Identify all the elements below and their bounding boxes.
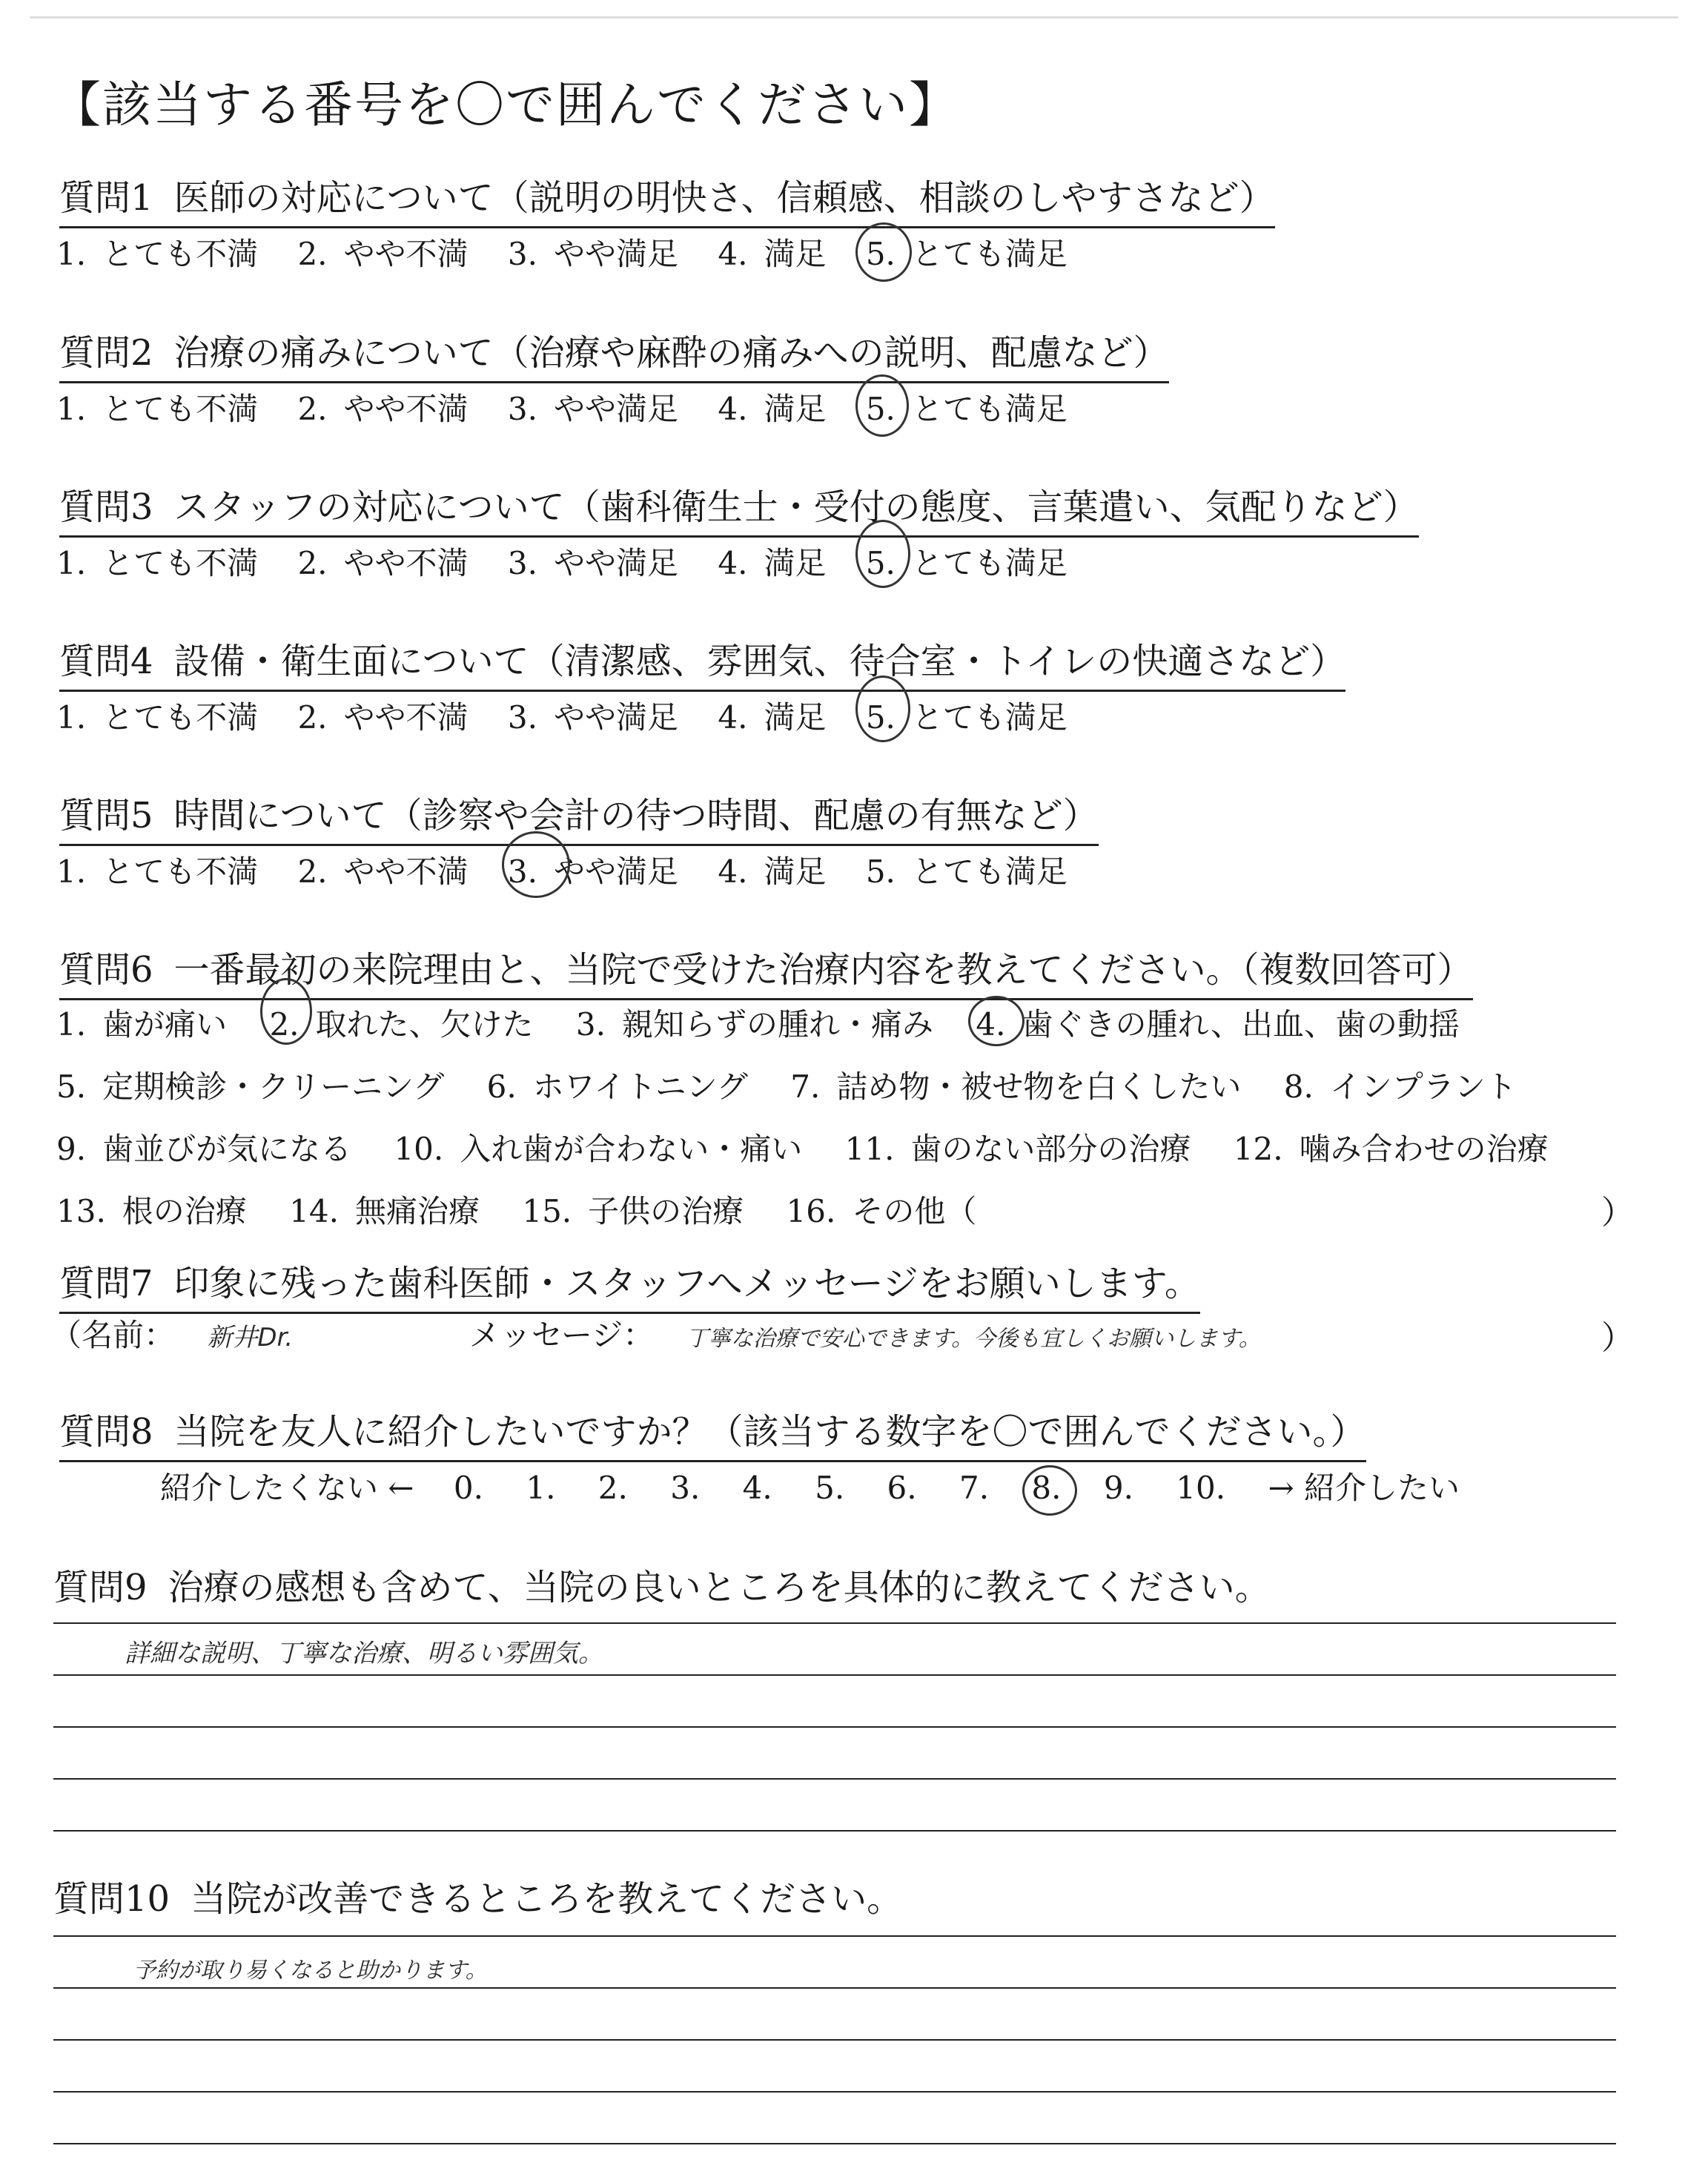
option-number: 13.: [56, 1193, 106, 1229]
scale-10[interactable]: 10.: [1176, 1470, 1226, 1506]
option-label: 歯が痛い: [102, 1006, 228, 1043]
option-label: 噛み合わせの治療: [1299, 1131, 1549, 1167]
option-1[interactable]: [56, 385, 258, 429]
reason-option-10[interactable]: [394, 1125, 802, 1169]
question-title: [59, 787, 1099, 846]
option-number: 6.: [486, 1069, 517, 1105]
option-label: やや満足: [553, 853, 678, 890]
option-1[interactable]: [56, 539, 258, 584]
question-label: 質問2: [59, 332, 153, 374]
option-number: 2.: [297, 236, 328, 272]
option-3[interactable]: [508, 230, 678, 274]
option-number: 2.: [297, 545, 328, 581]
reason-row: [56, 1000, 1492, 1045]
rating-options: [56, 693, 1097, 738]
name-label: （名前：: [50, 1317, 176, 1353]
option-label: やや不満: [343, 699, 469, 736]
option-label: インプラント: [1329, 1069, 1517, 1105]
question-text: 当院が改善できるところを教えてください。: [191, 1878, 903, 1920]
reason-option-12[interactable]: [1234, 1125, 1549, 1169]
option-3[interactable]: [508, 539, 678, 584]
option-number: 3.: [507, 853, 537, 890]
question-text: 設備・衛生面について（清潔感、雰囲気、待合室・トイレの快適さなど）: [173, 641, 1346, 682]
option-5[interactable]: [866, 230, 1068, 274]
option-label: とても満足: [911, 236, 1068, 272]
option-5[interactable]: [866, 385, 1068, 429]
option-number: 7.: [790, 1069, 821, 1105]
option-number: 1.: [56, 1006, 87, 1043]
reason-option-14[interactable]: [289, 1187, 480, 1232]
option-number: 5.: [865, 236, 896, 272]
page-title: 【該当する番号を〇で囲んでください】: [52, 76, 959, 133]
reason-option-9[interactable]: [56, 1125, 351, 1169]
question-label: 質問7: [59, 1263, 153, 1304]
option-label: ホワイトニング: [532, 1069, 748, 1105]
answer-line: [53, 1987, 1616, 1989]
answer-line: [53, 1830, 1616, 1832]
option-label: とても満足: [911, 545, 1068, 581]
improvement-answer[interactable]: 予約が取り易くなると助かります。: [133, 1958, 488, 1984]
option-label: やや満足: [553, 391, 678, 427]
option-number: 4.: [718, 853, 748, 890]
message-label: メッセージ：: [469, 1317, 655, 1353]
top-border: [30, 16, 1678, 19]
question-title: [59, 941, 1473, 1000]
message-close-paren: ）: [1601, 1319, 1634, 1357]
option-label: 歯ぐきの腫れ、出血、歯の動揺: [1022, 1006, 1460, 1043]
name-field[interactable]: 新井Dr.: [207, 1323, 294, 1353]
referral-scale: [160, 1464, 1460, 1508]
option-label: やや不満: [343, 236, 469, 272]
scale-left-label: 紹介したくない ←: [160, 1470, 414, 1506]
option-label: やや満足: [553, 699, 678, 736]
option-4[interactable]: [718, 230, 826, 274]
answer-line: [53, 1778, 1616, 1780]
option-number: 11.: [844, 1131, 895, 1167]
question-label: 質問5: [59, 795, 153, 836]
rating-options: [56, 848, 1097, 892]
question-title: [53, 1870, 902, 1927]
option-number: 5.: [865, 391, 896, 427]
option-label: とても不満: [102, 236, 259, 272]
option-number: 5.: [865, 545, 896, 581]
question-label: 質問1: [59, 177, 153, 219]
option-number: 3.: [507, 391, 537, 427]
reason-option-7[interactable]: [790, 1063, 1241, 1107]
option-3[interactable]: [508, 385, 678, 429]
option-2[interactable]: [297, 848, 468, 892]
question-text: スタッフの対応について（歯科衛生士・受付の態度、言葉遣い、気配りなど）: [173, 486, 1419, 528]
answer-line: [53, 2039, 1616, 2041]
option-label: その他（: [852, 1193, 977, 1229]
question-text: 時間について（診察や会計の待つ時間、配慮の有無など）: [173, 795, 1099, 836]
reason-option-1[interactable]: [56, 1000, 227, 1045]
option-number: 16.: [786, 1193, 836, 1229]
question-text: 当院を友人に紹介したいですか？（該当する数字を〇で囲んでください。）: [173, 1411, 1366, 1453]
answer-line: [53, 1674, 1616, 1676]
option-number: 5.: [865, 699, 896, 736]
option-number: 5.: [56, 1069, 87, 1105]
scale-2[interactable]: 2.: [598, 1470, 628, 1506]
option-number: 1.: [56, 699, 87, 736]
scale-5[interactable]: 5.: [815, 1470, 845, 1506]
question-title: [59, 478, 1419, 538]
scale-9[interactable]: 9.: [1103, 1470, 1133, 1506]
option-number: 4.: [718, 545, 748, 581]
option-label: とても不満: [102, 853, 259, 890]
answer-line: [53, 1935, 1616, 1937]
question-title: [53, 1559, 1271, 1616]
option-label: 歯並びが気になる: [102, 1131, 352, 1167]
option-label: とても不満: [102, 391, 259, 427]
reason-option-5[interactable]: [56, 1063, 444, 1107]
scale-value: 8.: [1031, 1470, 1062, 1506]
option-label: とても不満: [102, 545, 259, 581]
rating-options: [56, 385, 1097, 429]
scale-7[interactable]: 7.: [959, 1470, 990, 1506]
message-row: [50, 1311, 1261, 1355]
rating-options: [56, 539, 1097, 584]
option-number: 5.: [865, 853, 896, 890]
option-number: 15.: [522, 1193, 572, 1229]
option-label: 満足: [764, 236, 827, 272]
question-label: 質問4: [59, 641, 153, 682]
option-number: 10.: [394, 1131, 444, 1167]
reason-row: [56, 1063, 1549, 1107]
option-number: 3.: [507, 236, 537, 272]
option-3[interactable]: [508, 693, 678, 738]
answer-line: [53, 2091, 1616, 2093]
option-number: 2.: [269, 1006, 299, 1043]
question-title: [59, 1403, 1366, 1462]
option-number: 8.: [1283, 1069, 1314, 1105]
option-number: 2.: [297, 391, 328, 427]
option-label: とても満足: [911, 699, 1068, 736]
question-text: 治療の痛みについて（治療や麻酔の痛みへの説明、配慮など）: [173, 332, 1169, 374]
option-label: とても満足: [911, 853, 1068, 890]
option-number: 9.: [56, 1131, 87, 1167]
option-number: 4.: [976, 1006, 1006, 1043]
option-number: 3.: [507, 545, 537, 581]
reason-option-16[interactable]: [787, 1187, 977, 1232]
reason-row: [56, 1187, 1009, 1232]
reason-option-3[interactable]: [576, 1000, 933, 1045]
option-label: 根の治療: [122, 1193, 247, 1229]
option-label: 入れ歯が合わない・痛い: [460, 1131, 803, 1167]
option-number: 4.: [718, 699, 748, 736]
scale-right-label: → 紹介したい: [1268, 1470, 1460, 1506]
question-text: 一番最初の来院理由と、当院で受けた治療内容を教えてください。（複数回答可）: [173, 949, 1473, 991]
option-4[interactable]: [718, 385, 826, 429]
option-number: 2.: [297, 853, 328, 890]
option-4[interactable]: [718, 848, 826, 892]
option-label: 満足: [764, 853, 827, 890]
option-number: 14.: [289, 1193, 339, 1229]
scale-0[interactable]: 0.: [453, 1470, 483, 1506]
scale-1[interactable]: 1.: [526, 1470, 556, 1506]
option-label: 満足: [764, 545, 827, 581]
option-number: 3.: [507, 699, 537, 736]
option-label: とても不満: [102, 699, 259, 736]
option-4[interactable]: [718, 693, 826, 738]
answer-line: [53, 1726, 1616, 1728]
option-2[interactable]: [297, 230, 468, 274]
option-label: 満足: [764, 391, 827, 427]
reason-option-6[interactable]: [487, 1063, 748, 1107]
option-4[interactable]: [718, 539, 826, 584]
option-label: 子供の治療: [588, 1193, 744, 1229]
question-title: [59, 633, 1345, 692]
scale-8[interactable]: [1031, 1470, 1061, 1506]
option-1[interactable]: [56, 230, 258, 274]
option-label: やや不満: [343, 545, 469, 581]
option-5[interactable]: [866, 693, 1068, 738]
reason-option-15[interactable]: [522, 1187, 744, 1232]
option-label: 歯のない部分の治療: [910, 1131, 1191, 1167]
question-text: 治療の感想も含めて、当院の良いところを具体的に教えてください。: [168, 1567, 1271, 1608]
question-label: 質問9: [53, 1567, 148, 1608]
answer-line: [53, 1622, 1616, 1624]
option-1[interactable]: [56, 848, 258, 892]
option-label: やや満足: [553, 236, 678, 272]
reason-option-2[interactable]: [269, 1000, 533, 1045]
option-2[interactable]: [297, 539, 468, 584]
option-3[interactable]: [508, 848, 678, 892]
reason-option-8[interactable]: [1284, 1063, 1517, 1107]
reason-option-4[interactable]: [976, 1000, 1460, 1045]
option-number: 4.: [718, 236, 748, 272]
option-2[interactable]: [297, 693, 468, 738]
option-number: 1.: [56, 545, 87, 581]
question-text: 印象に残った歯科医師・スタッフへメッセージをお願いします。: [173, 1263, 1200, 1304]
answer-line: [53, 2143, 1616, 2144]
message-field[interactable]: 丁寧な治療で安心できます。今後も宜しくお願いします。: [686, 1326, 1261, 1352]
question-title: [59, 1255, 1200, 1314]
option-label: やや不満: [343, 391, 469, 427]
scale-4[interactable]: 4.: [742, 1470, 772, 1506]
option-2[interactable]: [297, 385, 468, 429]
reason-option-11[interactable]: [845, 1125, 1191, 1169]
question-title: [59, 169, 1275, 228]
option-number: 2.: [297, 699, 328, 736]
question-label: 質問3: [59, 486, 153, 528]
option-label: やや満足: [553, 545, 678, 581]
rating-options: [56, 230, 1097, 274]
reason-option-13[interactable]: [56, 1187, 247, 1232]
question-label: 質問6: [59, 949, 153, 991]
option-number: 1.: [56, 853, 87, 890]
option-number: 1.: [56, 391, 87, 427]
question-text: 医師の対応について（説明の明快さ、信頼感、相談のしやすさなど）: [173, 177, 1275, 219]
good-points-answer[interactable]: 詳細な説明、丁寧な治療、明るい雰囲気。: [125, 1639, 603, 1668]
option-label: やや不満: [343, 853, 469, 890]
option-label: 詰め物・被せ物を白くしたい: [836, 1069, 1242, 1105]
option-number: 1.: [56, 236, 87, 272]
option-number: 12.: [1233, 1131, 1283, 1167]
option-number: 4.: [718, 391, 748, 427]
option-label: 満足: [764, 699, 827, 736]
option-label: 親知らずの腫れ・痛み: [621, 1006, 933, 1043]
option-label: 取れた、欠けた: [315, 1006, 534, 1043]
option-number: 3.: [575, 1006, 606, 1043]
question-label: 質問10: [53, 1878, 171, 1920]
scale-6[interactable]: 6.: [887, 1470, 917, 1506]
option-5[interactable]: [866, 539, 1068, 584]
question-label: 質問8: [59, 1411, 153, 1453]
option-label: 無痛治療: [354, 1193, 480, 1229]
option-label: とても満足: [911, 391, 1068, 427]
option-label: 定期検診・クリーニング: [102, 1069, 445, 1105]
scale-3[interactable]: 3.: [670, 1470, 701, 1506]
question-title: [59, 324, 1169, 383]
reason-row: [56, 1125, 1581, 1169]
other-close-paren: ）: [1601, 1194, 1634, 1232]
option-5[interactable]: [866, 848, 1068, 892]
option-1[interactable]: [56, 693, 258, 738]
